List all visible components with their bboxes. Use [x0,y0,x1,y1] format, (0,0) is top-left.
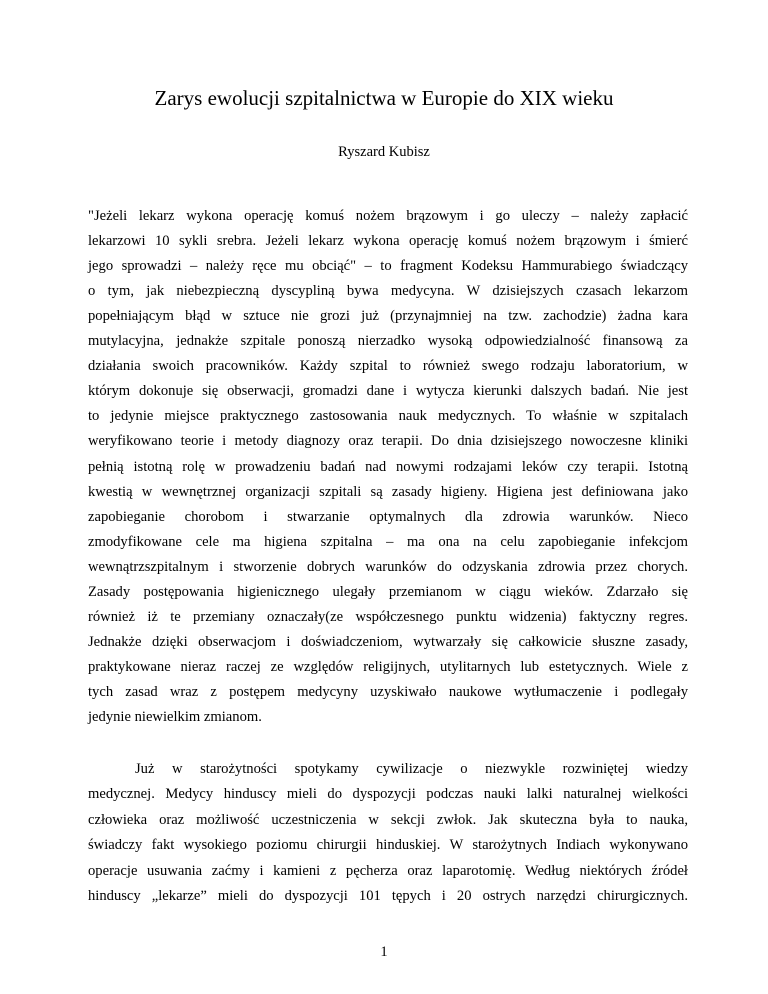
paragraph-1-line: o tym, jak niebezpieczną dyscypliną bywa medycyna. W dzisiejszych czasach lekarzom [88,283,688,299]
document-author: Ryszard Kubisz [338,144,430,160]
paragraph-1-line: wewnątrzszpitalnym i stworzenie dobrych warunków do odzyskania zdrowia przez chorych. [88,559,688,575]
paragraph-1-line: praktykowane nieraz raczej ze względów religijnych, utylitarnych lub estetycznych. Wiele z [88,659,688,675]
paragraph-1-line: Zasady postępowania higienicznego ulegały przemianom w ciągu wieków. Zdarzało się [88,584,688,600]
paragraph-1-line: zmodyfikowane cele ma higiena szpitalna – ma ona na celu zapobieganie infekcjom [88,534,688,550]
paragraph-1-line: kwestią w wewnętrznej organizacji szpitali są zasady higieny. Higiena jest definiowana jako [88,484,688,500]
paragraph-1-line: jedynie niewielkim zmianom. [88,709,262,725]
paragraph-1-line: zapobieganie chorobom i stwarzanie optymalnych dla zdrowia warunków. Nieco [88,509,688,525]
paragraph-1-line: pełnią istotną rolę w prowadzeniu badań nad nowymi rodzajami leków czy terapii. Istotną [88,459,688,475]
paragraph-1-line: Jednakże dzięki obserwacjom i doświadczeniom, wytwarzały się całkowicie słuszne zasady, [88,634,688,650]
paragraph-1-line: którym dokonuje się obserwacji, gromadzi dane i wytycza kierunki dalszych badań. Nie jest [88,383,688,399]
paragraph-1-line: to jedynie miejsce praktycznego zastosowania nauk medycznych. To właśnie w szpitalach [88,408,688,424]
page-number: 1 [380,944,388,960]
paragraph-1-line: weryfikowano teorie i metody diagnozy oraz terapii. Do dnia dzisiejszego nowoczesne kliniki [88,433,688,449]
document-title: Zarys ewolucji szpitalnictwa w Europie do XIX wieku [154,86,614,110]
paragraph-1-line: mutylacyjna, jednakże szpitale ponoszą nierzadko wysoką odpowiedzialność finansową za [88,333,688,349]
paragraph-2-line: człowieka oraz możliwość uczestniczenia w sekcji zwłok. Jak skuteczna była to nauka, [88,812,688,828]
paragraph-1-line: jego sprowadzi – należy ręce mu obciąć" – to fragment Kodeksu Hammurabiego świadczący [88,258,688,274]
paragraph-1-line: tych zasad wraz z postępem medycyny uzyskiwało naukowe wytłumaczenie i podlegały [88,684,688,700]
paragraph-2-line: operacje usuwania zaćmy i kamieni z pęcherza oraz laparotomię. Według niektórych źródeł [88,863,688,879]
paragraph-2-line: świadczy fakt wysokiego poziomu chirurgii hinduskiej. W starożytnych Indiach wykonywano [88,837,688,853]
paragraph-1-line: popełniającym błąd w sztuce nie grozi już (przynajmniej na tzw. zachodzie) żadna kara [88,308,688,324]
paragraph-2-line: hinduscy „lekarze” mieli do dyspozycji 101 tępych i 20 ostrych narzędzi chirurgicznych. [88,888,688,904]
paragraph-1-line: "Jeżeli lekarz wykona operację komuś nożem brązowym i go uleczy – należy zapłacić [88,208,688,224]
paragraph-1-line: lekarzowi 10 sykli srebra. Jeżeli lekarz wykona operację komuś nożem brązowym i śmierć [88,233,688,249]
paragraph-1-line: również iż te przemiany oznaczały(ze współczesnego punktu widzenia) faktyczny regres. [88,609,688,625]
paragraph-2-line: Już w starożytności spotykamy cywilizacje o niezwykle rozwiniętej wiedzy [135,761,688,777]
paragraph-1-line: działania swoich pracowników. Każdy szpital to również swego rodzaju laboratorium, w [88,358,688,374]
paragraph-2-line: medycznej. Medycy hinduscy mieli do dyspozycji podczas nauki lalki naturalnej wielkości [88,786,688,802]
